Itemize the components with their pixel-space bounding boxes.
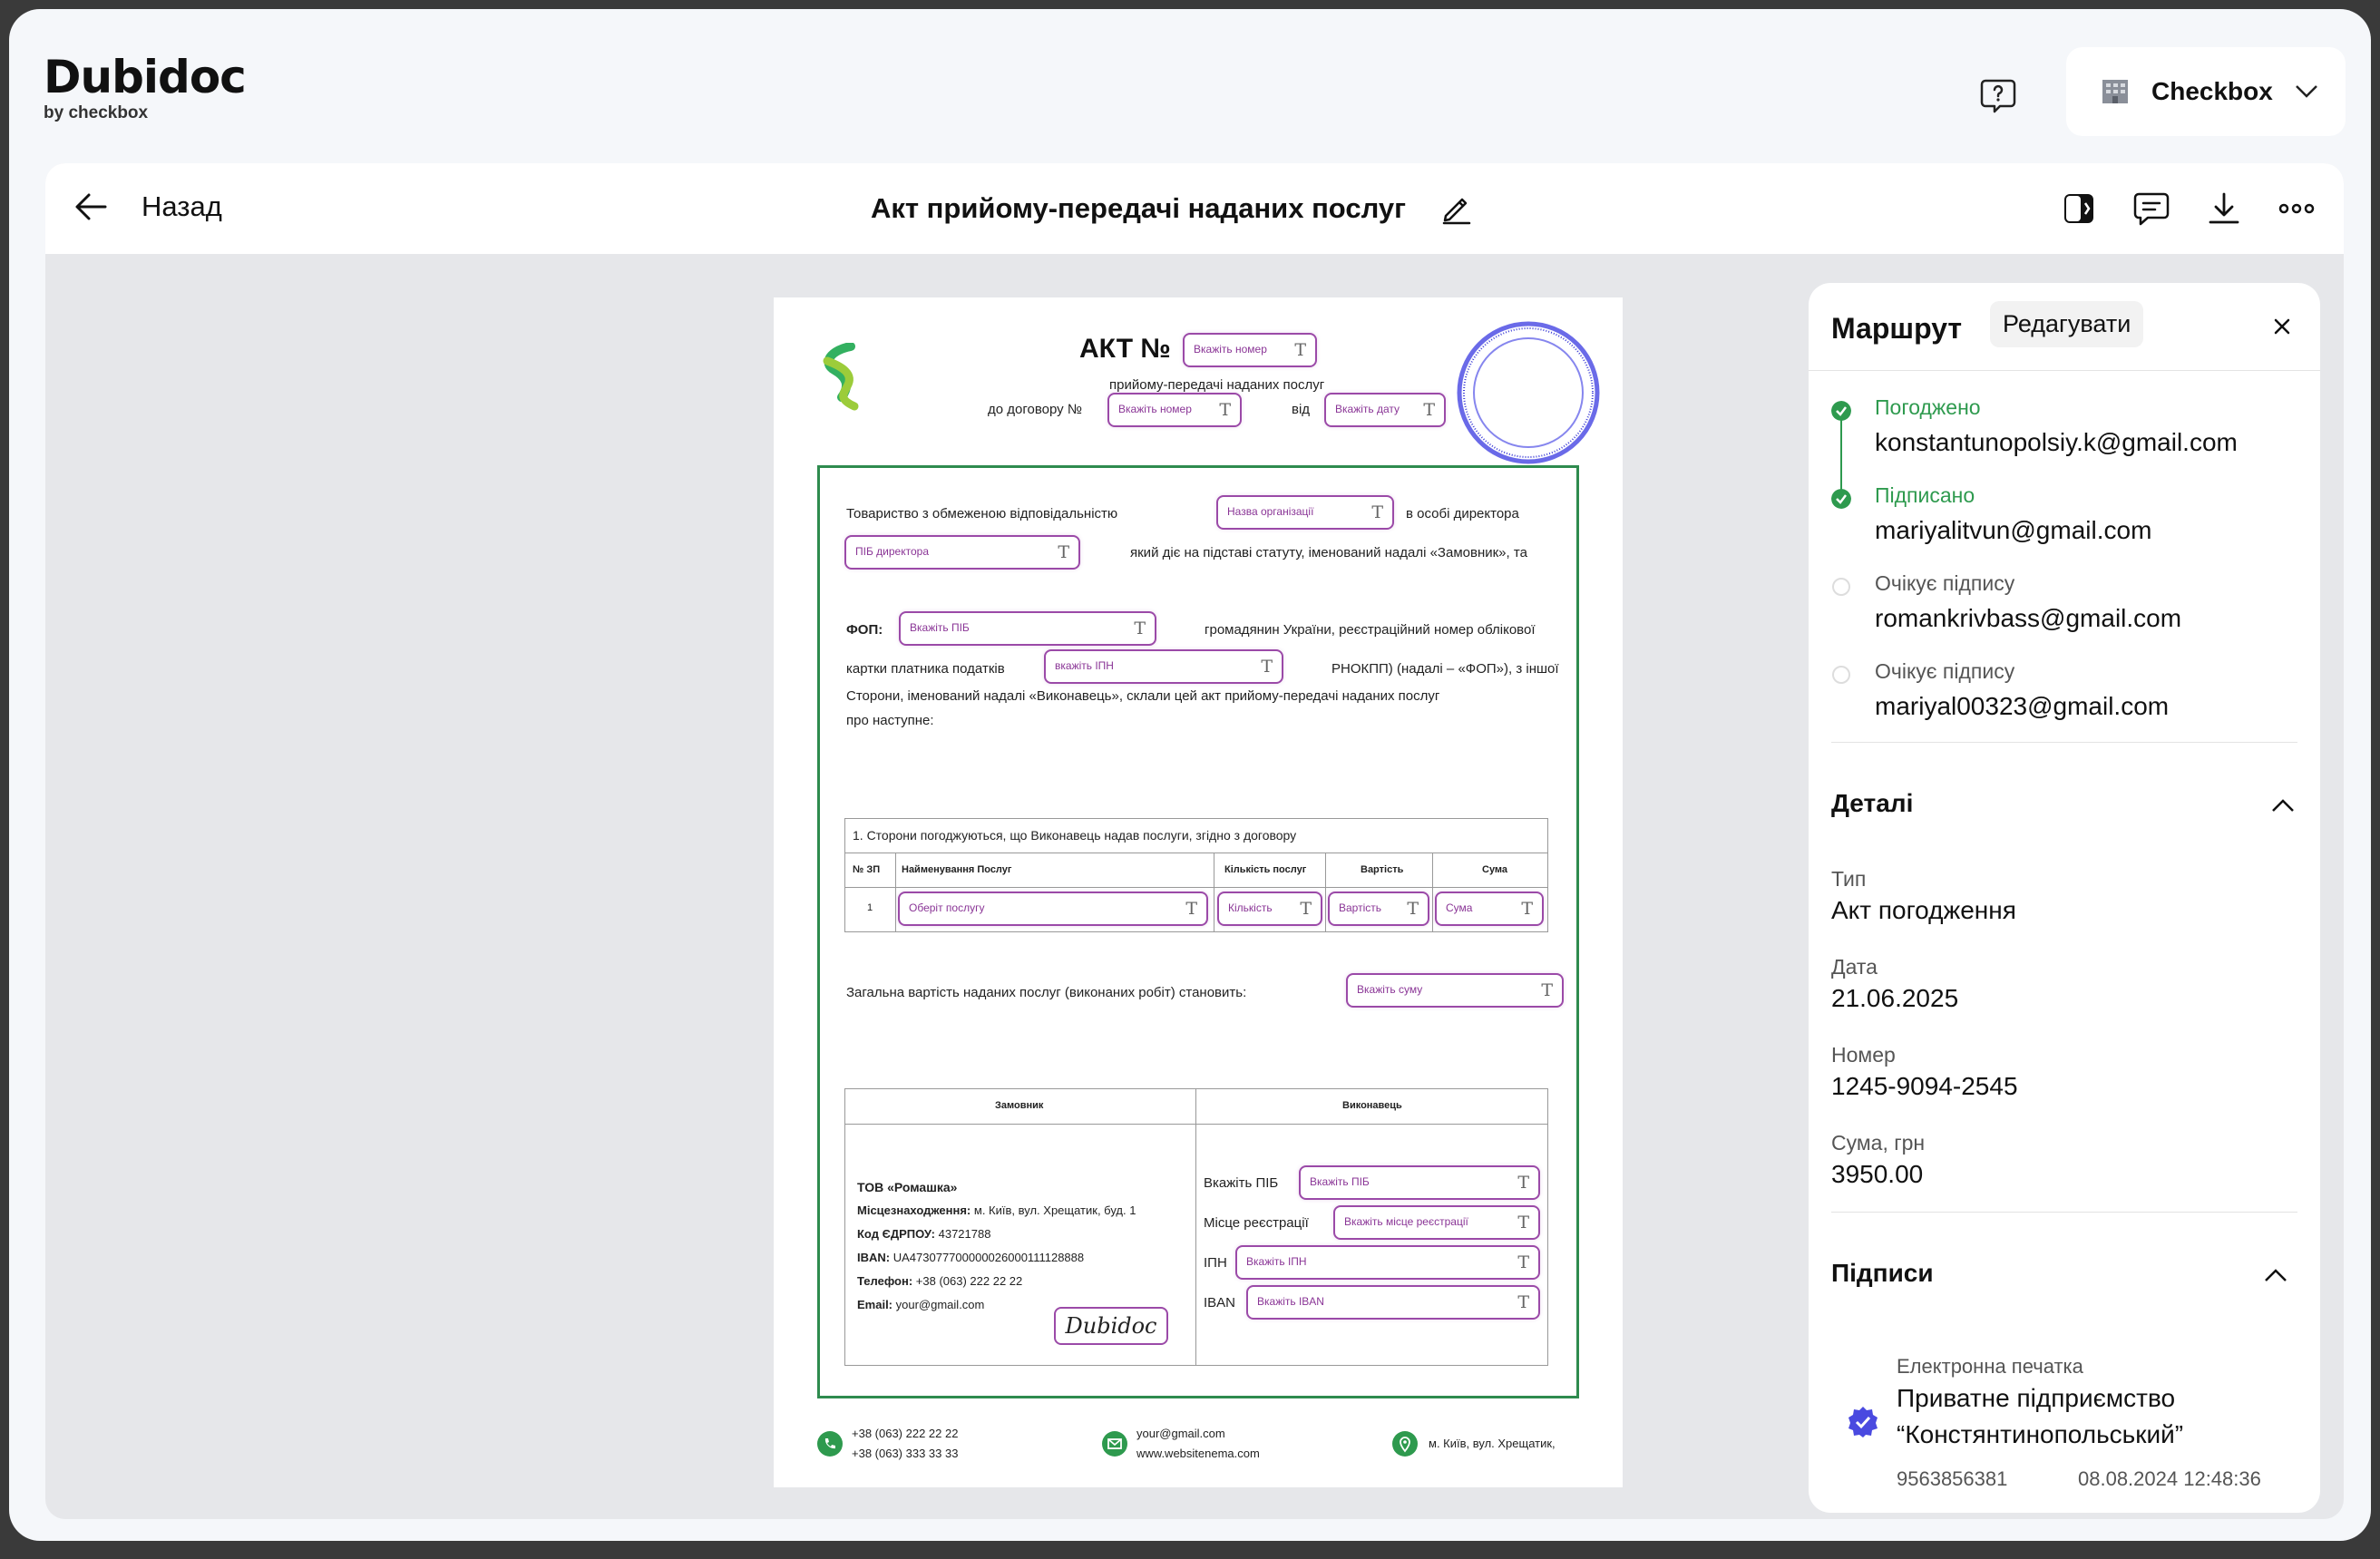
details-type-value: Акт погодження — [1831, 896, 2016, 924]
route-step-email: mariyal00323@gmail.com — [1875, 692, 2170, 720]
details-date-label: Дата — [1831, 955, 1878, 979]
parties-table — [844, 1088, 1548, 1366]
toggle-sidebar-icon[interactable] — [2059, 189, 2099, 229]
act-subtitle: прийому-передачі наданих послуг — [1109, 377, 1325, 393]
route-panel — [1809, 283, 2320, 1513]
pending-circle-icon — [1831, 665, 1851, 685]
footer-phone-1: +38 (063) 222 22 22 — [852, 1427, 959, 1440]
route-step-status: Очікує підпису — [1875, 659, 2015, 683]
org-name-field[interactable]: Назва організації T — [1216, 495, 1394, 530]
document-toolbar — [45, 163, 2344, 254]
document-viewer — [45, 163, 2344, 1519]
customer-location: Місцезнаходження: м. Київ, вул. Хрещатик, буд. 1 — [857, 1203, 1136, 1217]
app-tagline: by checkbox — [44, 103, 149, 122]
total-text: Загальна вартість наданих послуг (виконаних робіт) становить: — [846, 985, 1247, 1000]
chevron-up-icon[interactable] — [2264, 1268, 2287, 1282]
table-row-number: 1 — [867, 902, 873, 913]
customer-edrpou: Код ЄДРПОУ: 43721788 — [857, 1227, 991, 1241]
footer-address: м. Київ, вул. Хрещатик, — [1429, 1437, 1556, 1450]
executor-reg-field[interactable]: Вкажіть місце реєстрації T — [1333, 1205, 1540, 1240]
check-circle-icon — [1831, 489, 1851, 509]
executor-iban-field[interactable]: Вкажіть IBAN T — [1246, 1285, 1540, 1320]
details-sum-label: Сума, грн — [1831, 1131, 1926, 1155]
route-step-email: mariyalitvun@gmail.com — [1875, 516, 2152, 544]
table-header: Кількість послуг — [1224, 864, 1307, 875]
table-header: Вартість — [1361, 864, 1404, 875]
back-label: Назад — [141, 190, 222, 222]
contract-number-field[interactable]: Вкажіть номер T — [1107, 393, 1242, 427]
executor-header: Виконавець — [1342, 1100, 1402, 1111]
customer-iban: IBAN: UA473077700000026000111128888 — [857, 1251, 1085, 1264]
document-title: Акт прийому-передачі наданих послуг — [870, 192, 1407, 224]
fop-name-field[interactable]: Вкажіть ПІБ T — [899, 611, 1156, 646]
verified-badge-icon — [1847, 1406, 1879, 1438]
parties-text: Сторони, іменований надалі «Виконавець», склали цей акт прийому-передачі наданих послуг — [846, 688, 1440, 704]
act-number-field[interactable]: Вкажіть номер T — [1183, 333, 1317, 367]
chevron-up-icon[interactable] — [2271, 798, 2295, 813]
phone-icon — [817, 1431, 843, 1457]
footer-phone-2: +38 (063) 333 33 33 — [852, 1447, 959, 1460]
route-step-email: romankrivbass@gmail.com — [1875, 604, 2182, 632]
route-step-status: Підписано — [1875, 483, 1975, 507]
app-logo[interactable] — [44, 51, 246, 123]
quantity-field[interactable]: Кількість T — [1217, 892, 1322, 926]
card-text: картки платника податків — [846, 661, 1005, 677]
building-icon — [2101, 78, 2130, 105]
rnokpp-text: РНОКПП) (надалі – «ФОП»), з іншої — [1331, 661, 1559, 677]
fop-label: ФОП: — [846, 622, 883, 638]
customer-header: Замовник — [995, 1100, 1044, 1111]
ipn-field[interactable]: вкажіть ІПН T — [1044, 649, 1283, 684]
executor-ipn-field[interactable]: Вкажіть ІПН T — [1235, 1245, 1540, 1280]
table-header: Сума — [1482, 864, 1508, 875]
act-title: АКТ № — [1079, 334, 1171, 364]
organization-name: Checkbox — [2151, 77, 2273, 105]
customer-name: ТОВ «Ромашка» — [857, 1180, 958, 1194]
route-step-status: Очікує підпису — [1875, 571, 2015, 595]
pending-circle-icon — [1831, 577, 1851, 597]
table-header: Найменування Послуг — [902, 864, 1012, 875]
location-pin-icon — [1392, 1431, 1418, 1457]
edit-route-button[interactable]: Редагувати — [1990, 301, 2143, 347]
from-label: від — [1292, 402, 1311, 417]
route-step-email: konstantunopolsiy.k@gmail.com — [1875, 428, 2238, 456]
director-text: в особі директора — [1406, 506, 1519, 521]
signature-type: Електронна печатка — [1897, 1355, 2083, 1378]
more-options-icon[interactable] — [2277, 189, 2317, 229]
close-icon[interactable] — [2271, 316, 2293, 337]
document-page — [774, 297, 1623, 1487]
app-window — [9, 9, 2371, 1541]
statute-text: який діє на підставі статуту, іменований надалі «Замовник», та — [1130, 545, 1527, 560]
route-progress-line — [1840, 410, 1842, 501]
check-circle-icon — [1831, 401, 1851, 421]
executor-reg-label: Місце реєстрації — [1204, 1215, 1309, 1231]
details-sum-value: 3950.00 — [1831, 1160, 1924, 1188]
footer-site: www.websitenema.com — [1136, 1447, 1260, 1460]
footer-email: your@gmail.com — [1136, 1427, 1225, 1440]
details-number-value: 1245-9094-2545 — [1831, 1072, 2018, 1100]
details-type-label: Тип — [1831, 867, 1867, 891]
clause-1: 1. Сторони погоджуються, що Виконавець надав послуги, згідно з договору — [853, 828, 1297, 843]
divider — [1831, 742, 2297, 743]
divider — [1831, 1212, 2297, 1213]
services-table — [844, 818, 1548, 932]
signature-code: 9563856381 — [1897, 1467, 2008, 1490]
contract-date-field[interactable]: Вкажіть дату T — [1324, 393, 1446, 427]
executor-iban-label: IBAN — [1204, 1295, 1236, 1311]
details-title: Деталі — [1831, 789, 1914, 817]
signature-name-line-2: “Констянтинопольський” — [1897, 1420, 2184, 1448]
executor-ipn-label: ІПН — [1204, 1255, 1227, 1271]
details-number-label: Номер — [1831, 1043, 1896, 1067]
details-date-value: 21.06.2025 — [1831, 984, 1959, 1012]
signature-datetime: 08.08.2024 12:48:36 — [2078, 1467, 2261, 1490]
table-header: № ЗП — [853, 864, 881, 875]
route-panel-header — [1809, 283, 2320, 371]
stamp-placeholder[interactable] — [1456, 320, 1601, 465]
customer-signature: Dubidoc — [1054, 1307, 1168, 1345]
signatures-title: Підписи — [1831, 1259, 1934, 1287]
service-field[interactable]: Оберіт послугу T — [898, 892, 1208, 926]
contract-label: до договору № — [988, 402, 1082, 417]
price-field[interactable]: Вартість T — [1328, 892, 1429, 926]
executor-pib-label: Вкажіть ПІБ — [1204, 1175, 1279, 1191]
customer-email: Email: your@gmail.com — [857, 1298, 985, 1311]
company-logo-icon — [814, 343, 865, 412]
org-text: Товариство з обмеженою відповідальністю — [846, 506, 1118, 521]
about-text: про наступне: — [846, 713, 934, 728]
download-icon[interactable] — [2204, 189, 2244, 229]
route-step-status: Погоджено — [1875, 395, 1981, 419]
route-title: Маршрут — [1831, 312, 1963, 345]
total-sum-field[interactable]: Вкажіть суму T — [1346, 973, 1564, 1008]
customer-phone: Телефон: +38 (063) 222 22 22 — [857, 1274, 1023, 1288]
document-title-bar — [45, 163, 2344, 254]
app-name: Dubidoc — [44, 51, 246, 103]
chevron-down-icon — [2295, 84, 2318, 99]
organization-switcher[interactable] — [2066, 47, 2346, 136]
fop-text: громадянин України, реєстраційний номер облікової — [1205, 622, 1536, 638]
help-icon[interactable] — [1979, 76, 2017, 114]
mail-icon — [1102, 1431, 1127, 1457]
executor-pib-field[interactable]: Вкажіть ПІБ T — [1299, 1165, 1540, 1200]
edit-pencil-icon[interactable] — [1440, 192, 1473, 225]
sum-field[interactable]: Сума T — [1435, 892, 1544, 926]
comment-icon[interactable] — [2131, 189, 2171, 229]
signature-name-line-1: Приватне підприємство — [1897, 1384, 2176, 1412]
director-name-field[interactable]: ПІБ директора T — [844, 535, 1080, 570]
